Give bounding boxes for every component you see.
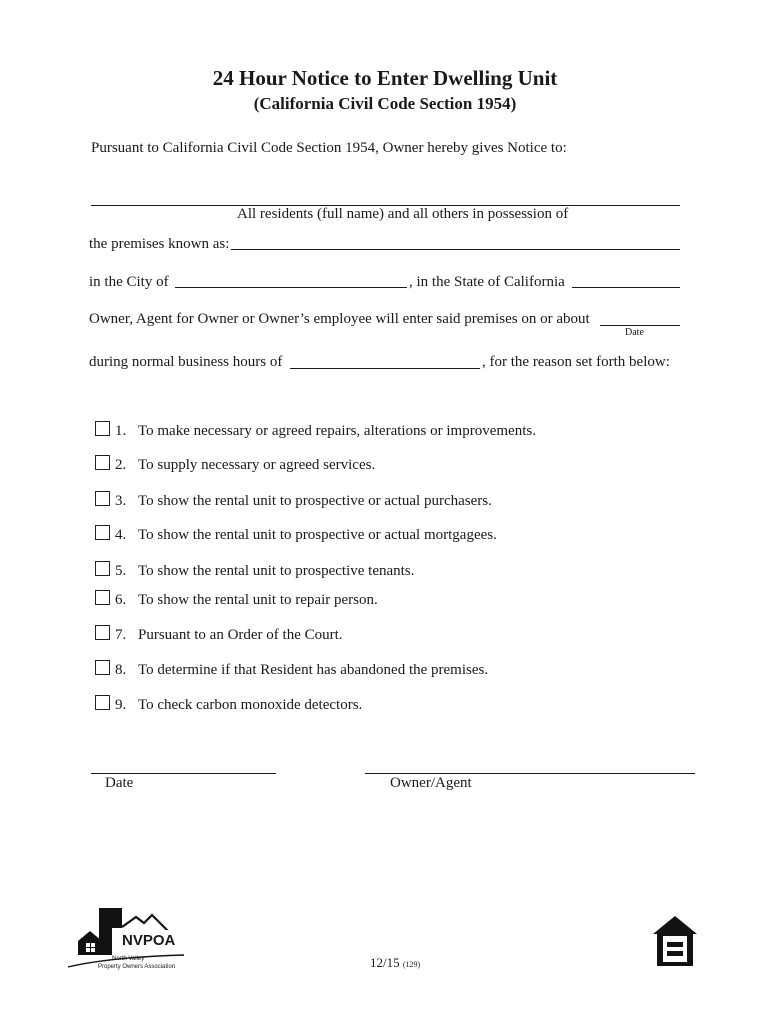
owner-agent-signature-field[interactable]: [365, 773, 695, 774]
logo-subtitle-1: North Valley: [112, 956, 145, 962]
city-field[interactable]: [175, 287, 407, 288]
logo-text: NVPOA: [122, 932, 176, 949]
option-number: 2.: [115, 457, 127, 473]
option-label: To show the rental unit to prospective or actual mortgagees.: [138, 527, 497, 543]
option-6-checkbox[interactable]: [95, 590, 110, 605]
option-label: To show the rental unit to prospective or actual purchasers.: [138, 493, 492, 509]
option-label: To determine if that Resident has abandoned the premises.: [138, 662, 489, 678]
option-label: To make necessary or agreed repairs, alterations or improvements.: [138, 423, 536, 439]
signature-date-field[interactable]: [91, 773, 276, 774]
page-subtitle: (California Civil Code Section 1954): [253, 94, 517, 113]
option-label: To show the rental unit to repair person.: [138, 592, 378, 608]
option-label: To show the rental unit to prospective tenants.: [138, 563, 415, 579]
residents-label: All residents (full name) and all others in possession of: [237, 206, 569, 222]
intro-text: Pursuant to California Civil Code Section 1954, Owner hereby gives Notice to:: [91, 140, 567, 156]
page-title: 24 Hour Notice to Enter Dwelling Unit: [212, 66, 558, 90]
option-4-checkbox[interactable]: [95, 525, 110, 540]
state-extra-field[interactable]: [572, 287, 680, 288]
premises-label: the premises known as:: [89, 236, 230, 252]
option-7-checkbox[interactable]: [95, 625, 110, 640]
option-number: 4.: [115, 527, 127, 543]
enter-label: Owner, Agent for Owner or Owner’s employee will enter said premises on or about: [89, 311, 590, 327]
signature-date-label: Date: [105, 775, 134, 791]
option-5-checkbox[interactable]: [95, 561, 110, 576]
option-label: To check carbon monoxide detectors.: [138, 697, 363, 713]
form-number: (129): [402, 960, 421, 969]
date-caption: Date: [625, 327, 644, 338]
option-3-checkbox[interactable]: [95, 491, 110, 506]
option-number: 5.: [115, 563, 127, 579]
option-label: To supply necessary or agreed services.: [138, 457, 376, 473]
business-hours-field[interactable]: [290, 368, 480, 369]
logo-subtitle-2: Property Owners Association: [98, 964, 176, 970]
option-1-checkbox[interactable]: [95, 421, 110, 436]
form-revision: 12/15: [370, 955, 400, 970]
premises-address-field[interactable]: [231, 249, 680, 250]
option-2-checkbox[interactable]: [95, 455, 110, 470]
option-9-checkbox[interactable]: [95, 695, 110, 710]
option-number: 1.: [115, 423, 127, 439]
city-label: in the City of: [89, 274, 169, 290]
option-number: 7.: [115, 627, 127, 643]
state-label: , in the State of California: [409, 274, 565, 290]
equal-housing-icon: [651, 914, 699, 968]
form-code: [370, 955, 420, 971]
nvpoa-logo: [66, 905, 196, 977]
owner-agent-label: Owner/Agent: [390, 775, 472, 791]
option-number: 8.: [115, 662, 127, 678]
option-label: Pursuant to an Order of the Court.: [138, 627, 343, 643]
option-8-checkbox[interactable]: [95, 660, 110, 675]
hours-label: during normal business hours of: [89, 354, 283, 370]
reason-label: , for the reason set forth below:: [482, 354, 670, 370]
option-number: 9.: [115, 697, 127, 713]
entry-date-field[interactable]: [600, 325, 680, 326]
option-number: 3.: [115, 493, 127, 509]
option-number: 6.: [115, 592, 127, 608]
